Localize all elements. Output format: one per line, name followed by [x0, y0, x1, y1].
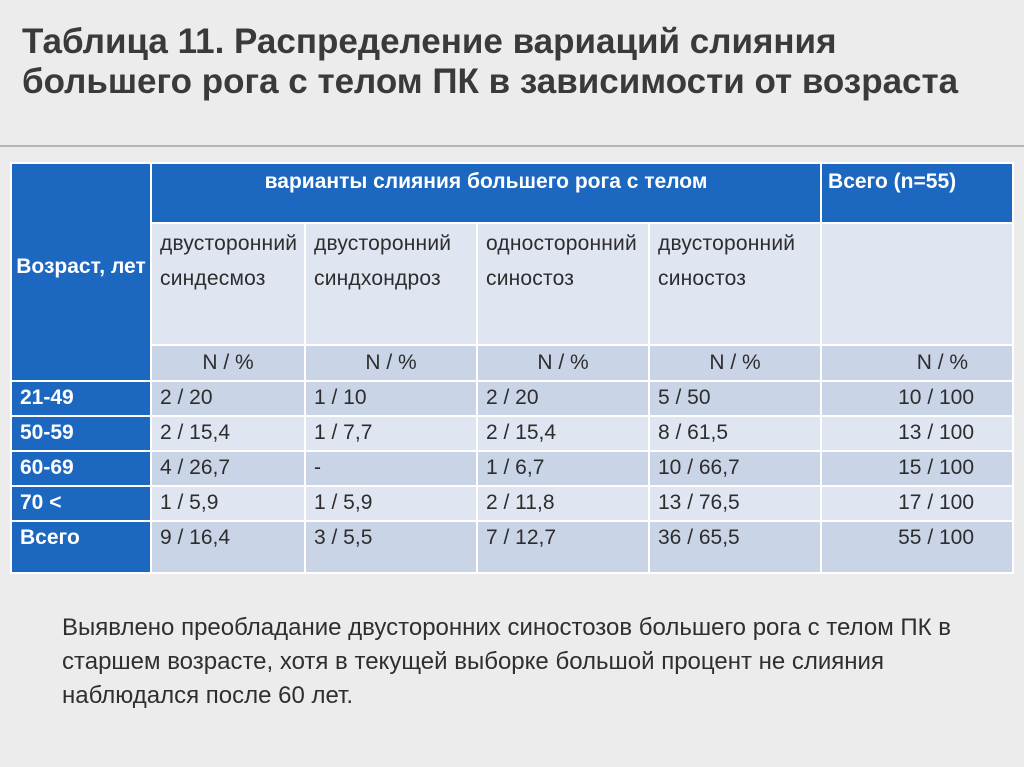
unit-label: N / %	[305, 345, 477, 381]
row-total-cell: 55 / 100	[821, 521, 1013, 573]
table-cell: 1 / 5,9	[151, 486, 305, 521]
variant-header-3: односторонний синостоз	[477, 223, 649, 345]
variant-header-4: двусторонний синостоз	[649, 223, 821, 345]
table-row	[11, 416, 1013, 451]
row-total-cell: 13 / 100	[821, 416, 1013, 451]
table-cell: -	[305, 451, 477, 486]
row-age-label: 60-69	[11, 451, 151, 486]
row-age-label: 70 <	[11, 486, 151, 521]
row-age-label: 50-59	[11, 416, 151, 451]
table-cell: 8 / 61,5	[649, 416, 821, 451]
row-total-cell: 10 / 100	[821, 381, 1013, 416]
table-cell: 4 / 26,7	[151, 451, 305, 486]
table-cell: 1 / 5,9	[305, 486, 477, 521]
row-age-label: 21-49	[11, 381, 151, 416]
title-divider	[0, 145, 1024, 147]
total-subheader-empty	[821, 223, 1013, 345]
table-cell: 2 / 15,4	[477, 416, 649, 451]
table-row	[11, 381, 1013, 416]
variants-group-header: варианты слияния большего рога с телом	[151, 163, 821, 223]
table-cell: 5 / 50	[649, 381, 821, 416]
table-cell: 1 / 10	[305, 381, 477, 416]
table-cell: 2 / 20	[151, 381, 305, 416]
table-row	[11, 521, 1013, 573]
unit-label: N / %	[151, 345, 305, 381]
table-cell: 36 / 65,5	[649, 521, 821, 573]
slide-title: Таблица 11. Распределение вариаций слияния большего рога с телом ПК в зависимости от возраста	[22, 22, 959, 101]
table-row	[11, 451, 1013, 486]
table-cell: 2 / 11,8	[477, 486, 649, 521]
unit-label: N / %	[477, 345, 649, 381]
table-cell: 1 / 6,7	[477, 451, 649, 486]
table-cell: 3 / 5,5	[305, 521, 477, 573]
unit-label: N / %	[649, 345, 821, 381]
variant-header-1: двусторонний синдесмоз	[151, 223, 305, 345]
table-cell: 9 / 16,4	[151, 521, 305, 573]
row-total-cell: 15 / 100	[821, 451, 1013, 486]
table-cell: 13 / 76,5	[649, 486, 821, 521]
variant-header-2: двусторонний синдхондроз	[305, 223, 477, 345]
table-row	[11, 486, 1013, 521]
table-cell: 10 / 66,7	[649, 451, 821, 486]
table-cell: 1 / 7,7	[305, 416, 477, 451]
unit-label: N / %	[821, 345, 1013, 381]
data-table	[10, 162, 1014, 574]
conclusion-text: Выявлено преобладание двусторонних синостозов большего рога с телом ПК в старшем возрасте, хотя в текущей выборке большой процент не слияния наблюдался после 60 лет.	[62, 614, 952, 709]
total-column-header: Всего (n=55)	[821, 163, 1013, 223]
table-cell: 2 / 15,4	[151, 416, 305, 451]
row-age-label: Всего	[11, 521, 151, 573]
row-total-cell: 17 / 100	[821, 486, 1013, 521]
table-cell: 7 / 12,7	[477, 521, 649, 573]
age-column-header: Возраст, лет	[11, 163, 151, 381]
table-cell: 2 / 20	[477, 381, 649, 416]
